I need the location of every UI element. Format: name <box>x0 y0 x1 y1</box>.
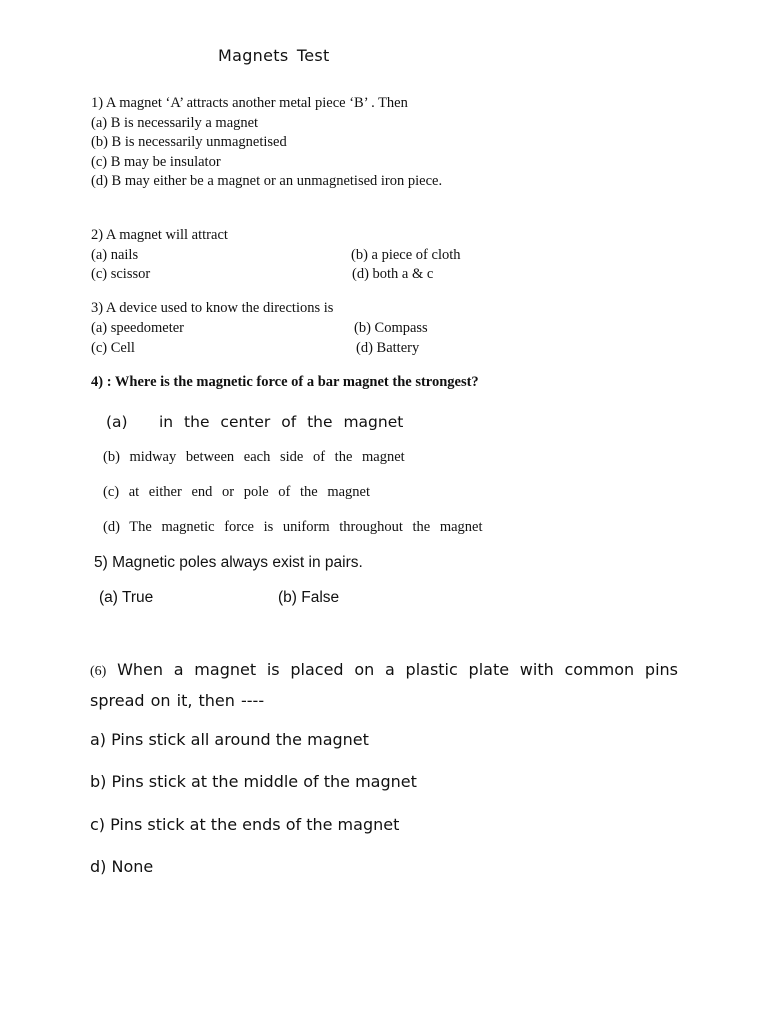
question-2-option-b: (b) a piece of cloth <box>351 247 461 263</box>
question-6-option-d: d) None <box>90 857 154 876</box>
question-3-text: 3) A device used to know the directions is <box>91 300 334 316</box>
question-4-option-d: (d) The magnetic force is uniform throughout the magnet <box>103 519 483 535</box>
question-4-text <box>91 374 479 391</box>
question-2-option-a: (a) nails <box>91 247 139 263</box>
question-3-option-a: (a) speedometer <box>91 320 184 336</box>
page-title: Magnets Test <box>218 46 330 65</box>
question-6-number: (6) <box>90 664 107 679</box>
question-6-question: When a magnet is placed on a plastic plate with common pins spread on it, then ---- <box>90 660 678 710</box>
question-6-option-a: a) Pins stick all around the magnet <box>90 730 369 749</box>
question-5-text: 5) Magnetic poles always exist in pairs. <box>94 554 363 571</box>
question-1-option-d: (d) B may either be a magnet or an unmagnetised iron piece. <box>91 173 443 189</box>
question-2-option-c: (c) scissor <box>91 266 151 282</box>
question-1-text: 1) A magnet ‘A’ attracts another metal piece ‘B’ . Then <box>91 95 408 111</box>
question-4-question: Where is the magnetic force of a bar magnet the strongest? <box>114 374 479 390</box>
question-4-option-b: (b) midway between each side of the magnet <box>103 449 405 465</box>
question-5-option-b: (b) False <box>278 589 340 606</box>
question-6-text <box>90 655 678 715</box>
question-4-option-a: in the center of the magnet <box>159 413 404 431</box>
question-1-option-c: (c) B may be insulator <box>91 154 221 170</box>
question-6-option-c: c) Pins stick at the ends of the magnet <box>90 815 400 834</box>
question-1-option-b: (b) B is necessarily unmagnetised <box>91 134 287 150</box>
question-5-option-a: (a) True <box>99 589 154 606</box>
question-4-option-c: (c) at either end or pole of the magnet <box>103 484 371 500</box>
question-4-option-a-letter: (a) <box>106 413 128 431</box>
question-4-number: 4) : <box>91 374 115 390</box>
question-2-option-d: (d) both a & c <box>352 266 434 282</box>
question-3-option-b: (b) Compass <box>354 320 428 336</box>
question-1-option-a: (a) B is necessarily a magnet <box>91 115 259 131</box>
question-6-option-b: b) Pins stick at the middle of the magnet <box>90 772 417 791</box>
question-3-option-c: (c) Cell <box>91 340 135 356</box>
question-2-text: 2) A magnet will attract <box>91 227 228 243</box>
question-3-option-d: (d) Battery <box>356 340 420 356</box>
